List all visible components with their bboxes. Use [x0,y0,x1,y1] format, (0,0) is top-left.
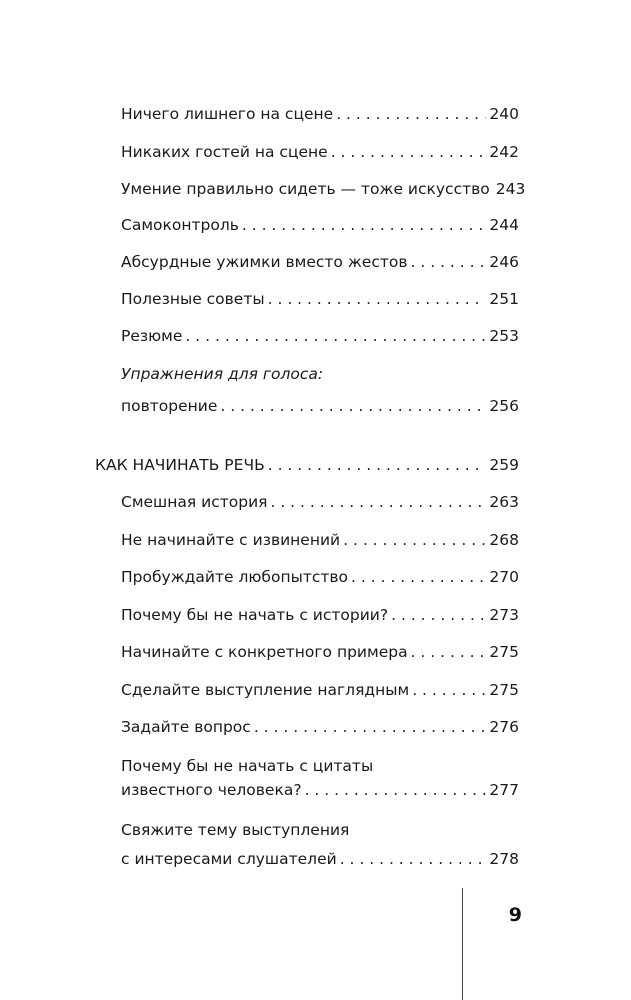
toc-entry [121,252,519,272]
toc-entry-title: Сделайте выступление наглядным [121,681,410,699]
toc-entry-title: Начинайте с конкретного примера [121,643,408,661]
toc-entry-page: 273 [489,606,519,624]
toc-entry-page: 253 [489,327,519,345]
dot-leader [268,455,487,475]
toc-entry-title-line1: Упражнения для голоса: [121,365,324,383]
toc-entry [121,820,519,869]
toc-entry [121,530,519,550]
toc-entry-page: 263 [489,493,519,511]
dot-leader [305,780,487,800]
toc-entry-page: 275 [489,681,519,699]
toc-entry [121,492,519,512]
dot-leader [254,717,487,737]
folio-divider [462,888,463,1000]
toc-entry-title: Абсурдные ужимки вместо жестов [121,253,408,271]
toc-entry [121,142,519,162]
dot-leader [340,849,487,869]
toc-entry-page: 277 [489,781,519,799]
toc-entry [121,642,519,662]
toc-entry [121,605,519,625]
page-number: 9 [508,904,522,926]
toc-entry-title-line1: Свяжите тему выступления [121,821,350,839]
toc-entry-title: Почему бы не начать с истории? [121,606,389,624]
toc-entry-page: 240 [489,105,519,123]
dot-leader [270,492,486,512]
dot-leader [336,104,486,124]
toc-entry-page: 244 [489,216,519,234]
toc-entry-page: 278 [489,850,519,868]
toc-entry [121,104,519,124]
toc-entry-title: Задайте вопрос [121,718,251,736]
toc-entry-page: 243 [495,180,526,198]
toc-entry-page: 251 [489,290,519,308]
toc-entry-title: Самоконтроль [121,216,239,234]
toc-entry [121,756,519,800]
toc-entry-page: 270 [489,568,519,586]
dot-leader [331,142,487,162]
toc-chapter-entry [95,455,519,475]
dot-leader [220,396,486,416]
toc-entry [121,567,519,587]
toc-entry-page: 268 [489,531,519,549]
toc-entry-title: Ничего лишнего на сцене [121,105,334,123]
toc-entry-page: 242 [489,143,519,161]
dot-leader [391,605,486,625]
dot-leader [351,567,486,587]
toc-entry-title: Резюме [121,327,183,345]
toc-entry-title: Полезные советы [121,290,265,308]
toc-entry-page: 256 [489,397,519,415]
toc-entry-page: 276 [489,718,519,736]
toc-entry-page: 246 [489,253,519,271]
toc-entry-title: Смешная история [121,493,268,511]
toc-entry-title: повторение [121,397,218,415]
toc-entry-title: Никаких гостей на сцене [121,143,328,161]
dot-leader [268,289,487,309]
dot-leader [411,252,487,272]
toc-entry-title-line1: Почему бы не начать с цитаты [121,757,374,775]
toc-entry [121,289,519,309]
toc-entry [121,179,526,199]
toc-entry [121,717,519,737]
toc-entry [121,364,519,416]
dot-leader [412,680,486,700]
dot-leader [411,642,487,662]
toc-entry-title: Не начинайте с извинений [121,531,341,549]
dot-leader [343,530,486,550]
toc-entry-title: с интересами слушателей [121,850,337,868]
toc-entry-title: Умение правильно сидеть — тоже искусство [121,180,490,198]
dot-leader [242,215,487,235]
toc-entry-page: 275 [489,643,519,661]
toc-entry [121,326,519,346]
dot-leader [185,326,486,346]
toc-entry [121,215,519,235]
toc-entry-title: известного человека? [121,781,302,799]
toc-entry [121,680,519,700]
toc-entry-title: Пробуждайте любопытство [121,568,349,586]
toc-entry-page: 259 [489,456,519,474]
toc-chapter-title: КАК НАЧИНАТЬ РЕЧЬ [95,456,265,474]
